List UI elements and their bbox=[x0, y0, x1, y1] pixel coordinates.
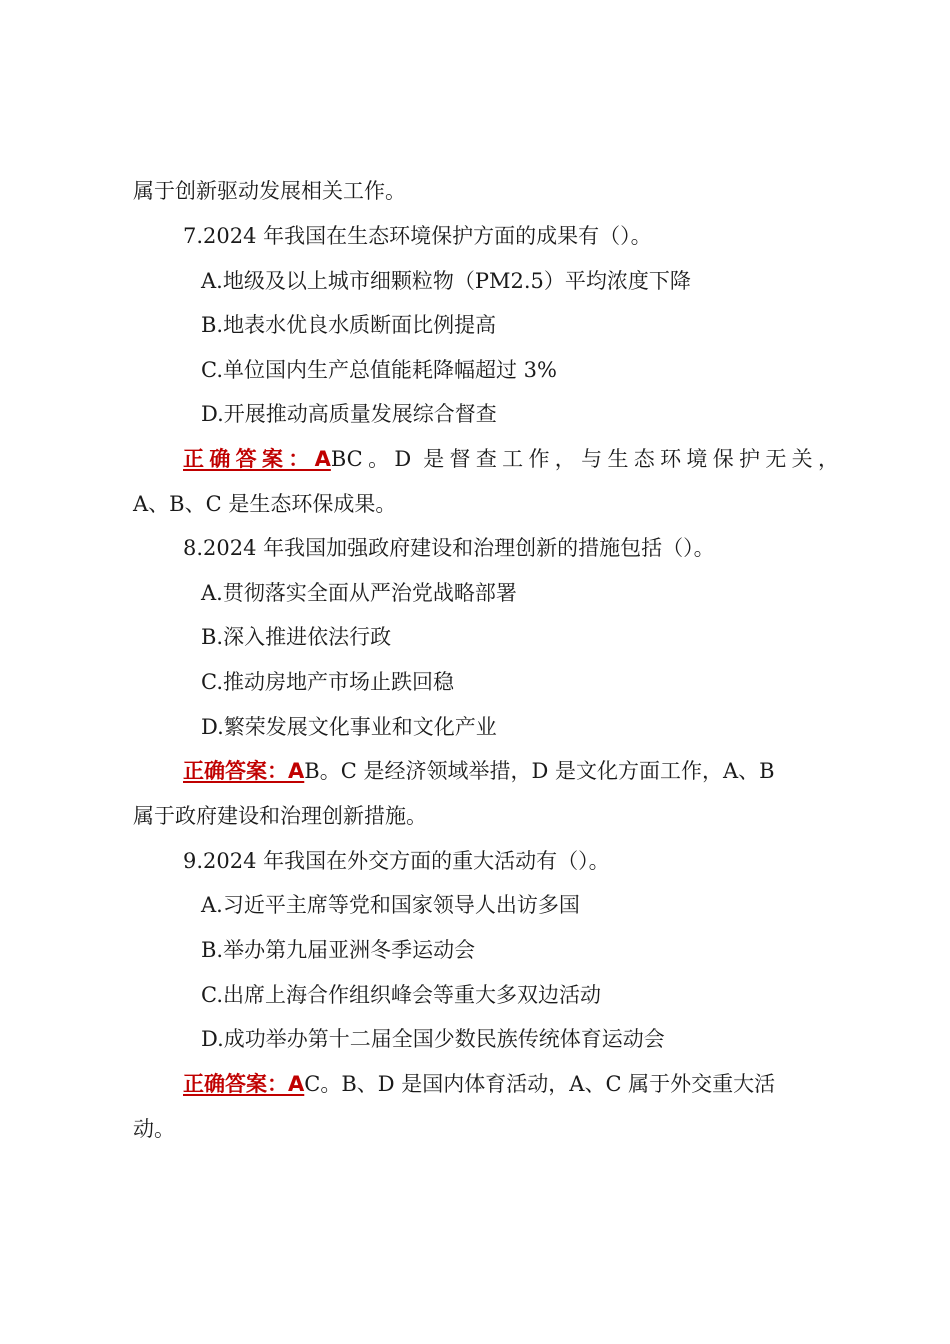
question-7-option-b: B.地表水优良水质断面比例提高 bbox=[201, 313, 497, 337]
answer-8-explanation: B。C 是经济领域举措，D 是文化方面工作，A、B bbox=[304, 759, 775, 783]
answer-9-label: 正确答案：A bbox=[183, 1072, 305, 1096]
question-9: 9.2024 年我国在外交方面的重大活动有（）。 bbox=[183, 849, 610, 873]
question-8: 8.2024 年我国加强政府建设和治理创新的措施包括（）。 bbox=[183, 536, 715, 560]
answer-8-continuation: 属于政府建设和治理创新措施。 bbox=[133, 804, 427, 828]
question-9-option-b: B.举办第九届亚洲冬季运动会 bbox=[201, 938, 476, 962]
question-8-option-a: A.贯彻落实全面从严治党战略部署 bbox=[201, 581, 517, 605]
paragraph-continuation: 属于创新驱动发展相关工作。 bbox=[133, 179, 406, 203]
answer-9-explanation: C。B、D 是国内体育活动，A、C 属于外交重大活 bbox=[304, 1072, 776, 1096]
question-7: 7.2024 年我国在生态环境保护方面的成果有（）。 bbox=[183, 224, 652, 248]
answer-7-label: 正确答案：A bbox=[183, 447, 331, 471]
question-7-option-d: D.开展推动高质量发展综合督查 bbox=[201, 402, 497, 426]
question-7-option-a: A.地级及以上城市细颗粒物（PM2.5）平均浓度下降 bbox=[201, 269, 691, 293]
answer-8 bbox=[183, 756, 775, 786]
answer-7-continuation: A、B、C 是生态环保成果。 bbox=[133, 492, 397, 516]
answer-7 bbox=[183, 444, 839, 474]
question-9-option-c: C.出席上海合作组织峰会等重大多双边活动 bbox=[201, 983, 601, 1007]
question-8-option-c: C.推动房地产市场止跌回稳 bbox=[201, 670, 454, 694]
question-7-option-c: C.单位国内生产总值能耗降幅超过 3% bbox=[201, 358, 557, 382]
answer-9 bbox=[183, 1069, 775, 1099]
answer-7-explanation: BC。D 是督查工作，与生态环境保护无关， bbox=[330, 447, 839, 471]
answer-8-label: 正确答案：A bbox=[183, 759, 305, 783]
question-9-option-d: D.成功举办第十二届全国少数民族传统体育运动会 bbox=[201, 1027, 665, 1051]
question-9-option-a: A.习近平主席等党和国家领导人出访多国 bbox=[201, 893, 580, 917]
question-8-option-d: D.繁荣发展文化事业和文化产业 bbox=[201, 715, 497, 739]
question-8-option-b: B.深入推进依法行政 bbox=[201, 625, 392, 649]
answer-9-continuation: 动。 bbox=[133, 1117, 175, 1141]
